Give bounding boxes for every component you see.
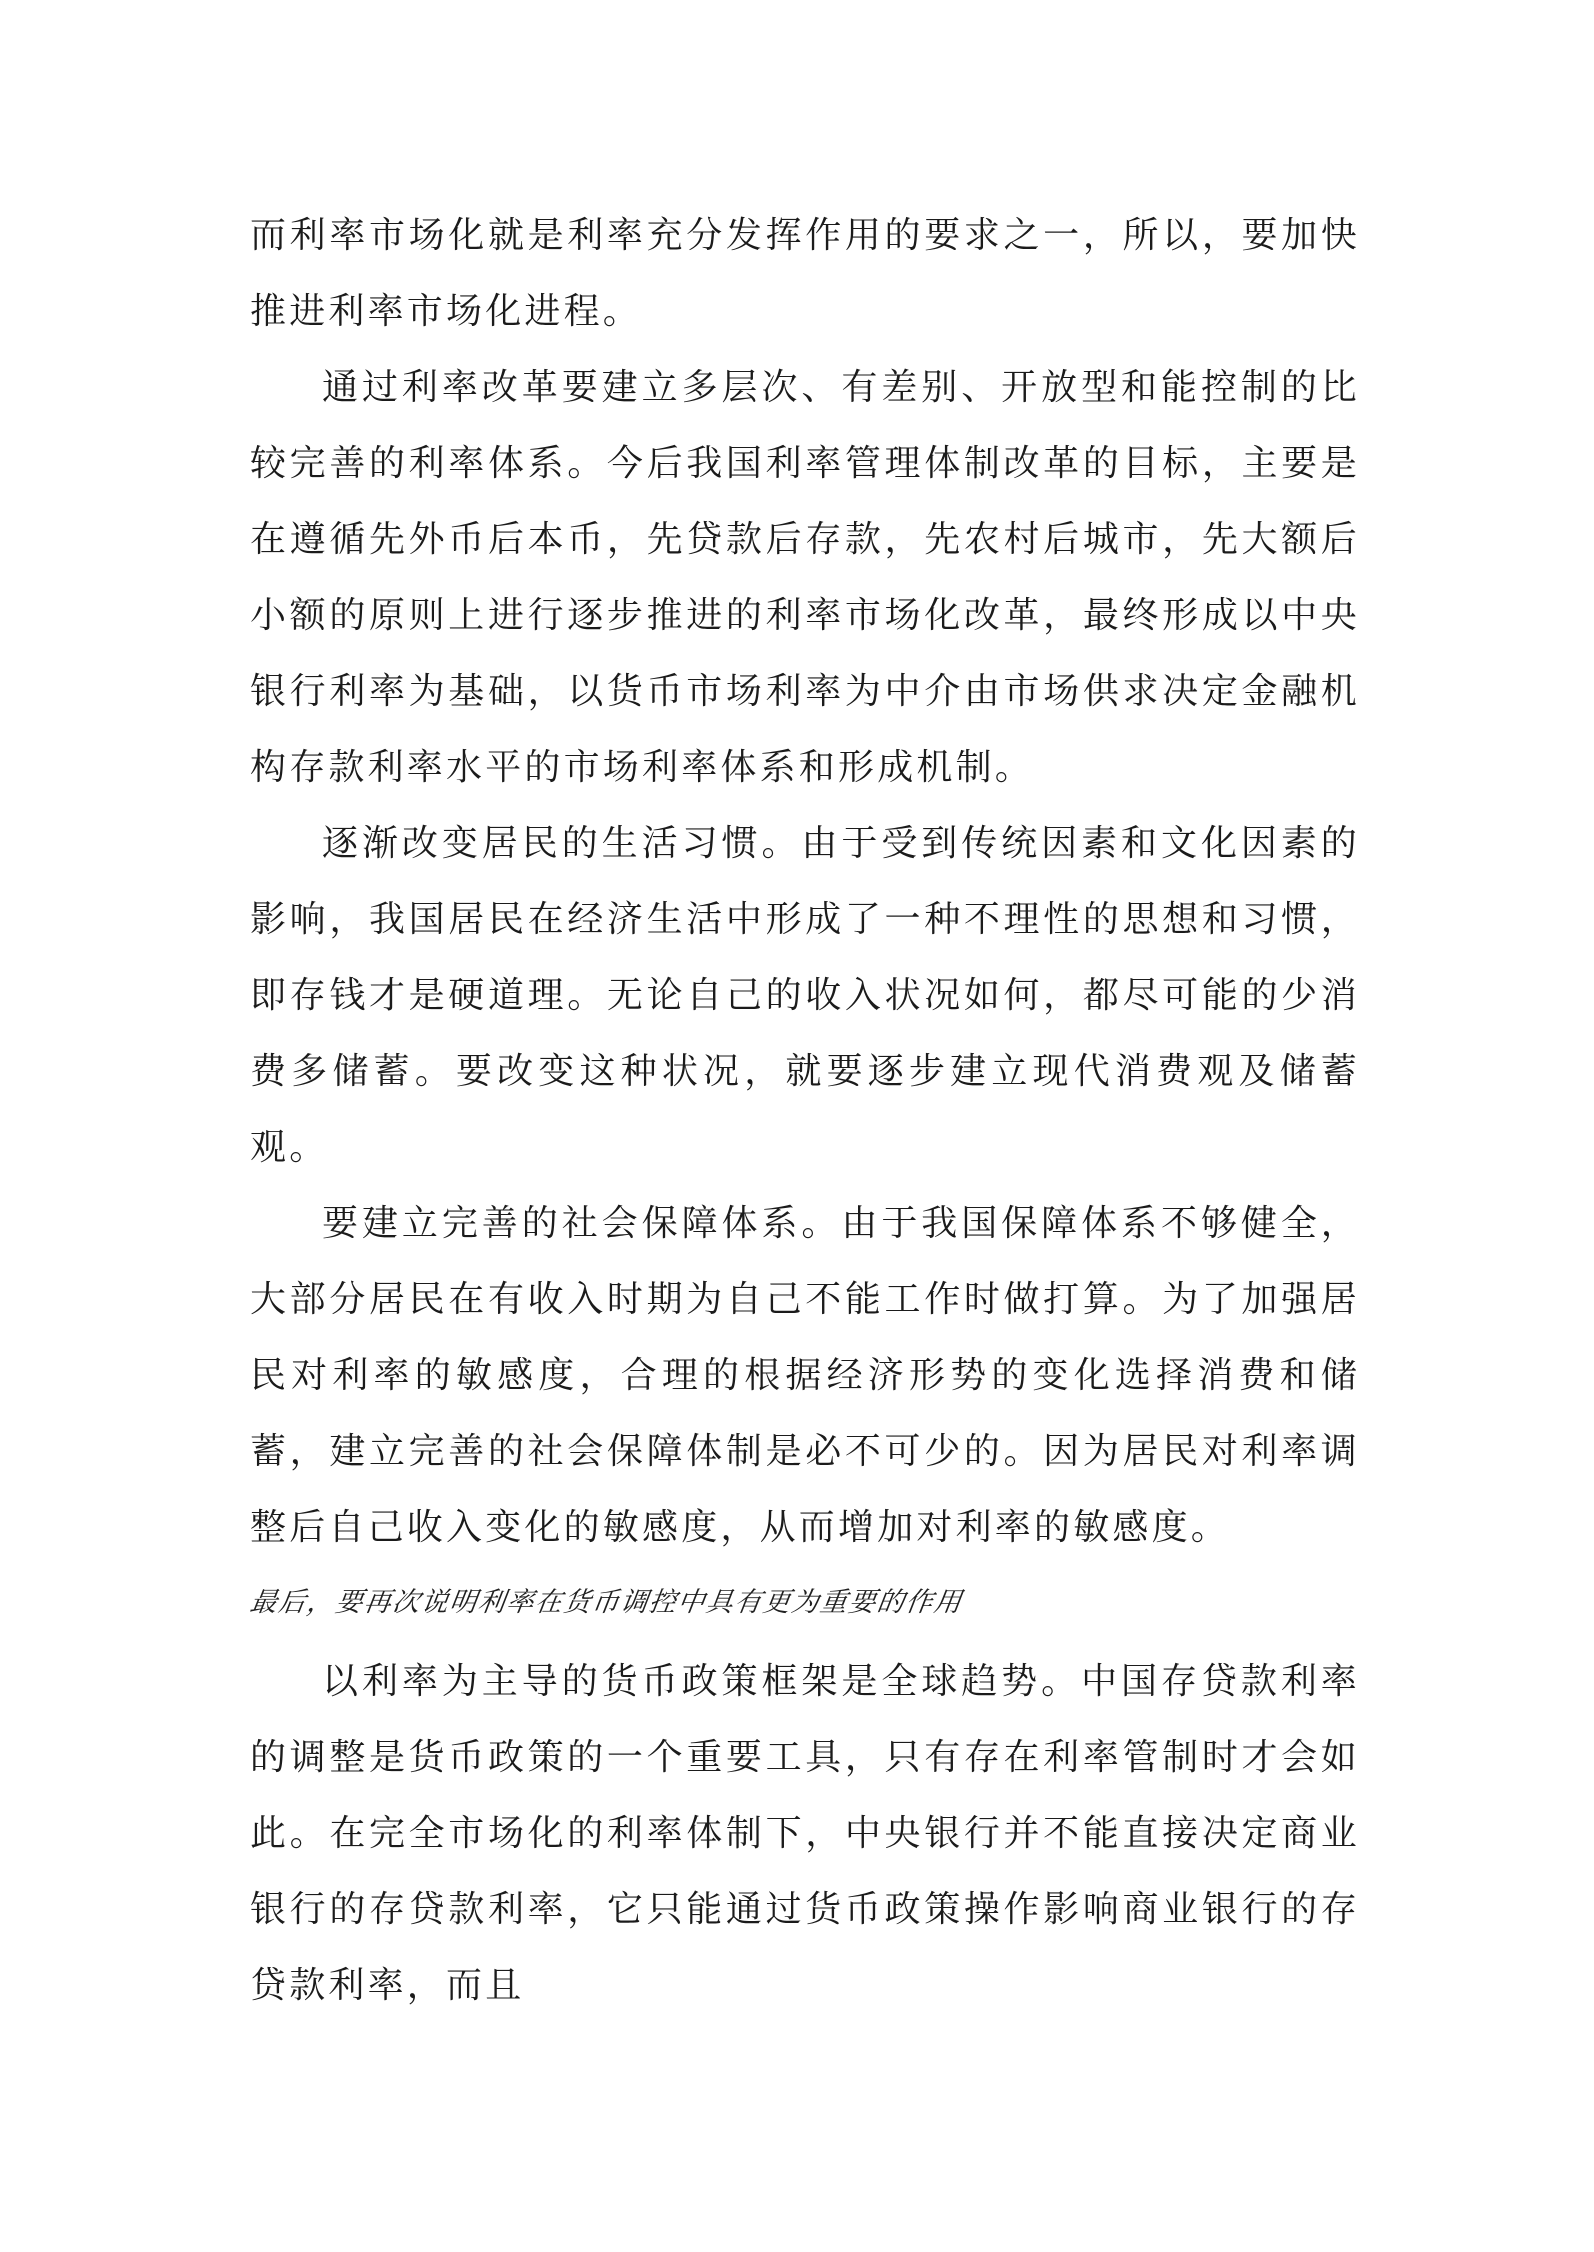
- paragraph-living-habits: 逐渐改变居民的生活习惯。由于受到传统因素和文化因素的影响，我国居民在经济生活中形成了一种不理性的思想和习惯，即存钱才是硬道理。无论自己的收入状况如何，都尽可能的少消费多储蓄。要改变这种状况，就要逐步建立现代消费观及储蓄观。: [250, 823, 1360, 1168]
- document-body: [247, 198, 1360, 2024]
- paragraph-social-security: 要建立完善的社会保障体系。由于我国保障体系不够健全，大部分居民在有收入时期为自己不能工作时做打算。为了加强居民对利率的敏感度，合理的根据经济形势的变化选择消费和储蓄，建立完善的社会保障体制是必不可少的。因为居民对利率调整后自己收入变化的敏感度，从而增加对利率的敏感度。: [250, 1203, 1360, 1548]
- paragraph-interest-rate-system: 通过利率改革要建立多层次、有差别、开放型和能控制的比较完善的利率体系。今后我国利率管理体制改革的目标，主要是在遵循先外币后本币，先贷款后存款，先农村后城市，先大额后小额的原则上进行逐步推进的利率市场化改革，最终形成以中央银行利率为基础，以货币市场利率为中介由市场供求决定金融机构存款利率水平的市场利率体系和形成机制。: [250, 367, 1360, 788]
- handwritten-note: 最后，要再次说明利率在货币调控中具有更为重要的作用: [247, 1587, 965, 1618]
- paragraph-continuation: 而利率市场化就是利率充分发挥作用的要求之一，所以，要加快推进利率市场化进程。: [250, 215, 1360, 332]
- paragraph-monetary-policy: 以利率为主导的货币政策框架是全球趋势。中国存贷款利率的调整是货币政策的一个重要工具，只有存在利率管制时才会如此。在完全市场化的利率体制下，中央银行并不能直接决定商业银行的存贷款利率，它只能通过货币政策操作影响商业银行的存贷款利率，而且: [250, 1661, 1360, 2006]
